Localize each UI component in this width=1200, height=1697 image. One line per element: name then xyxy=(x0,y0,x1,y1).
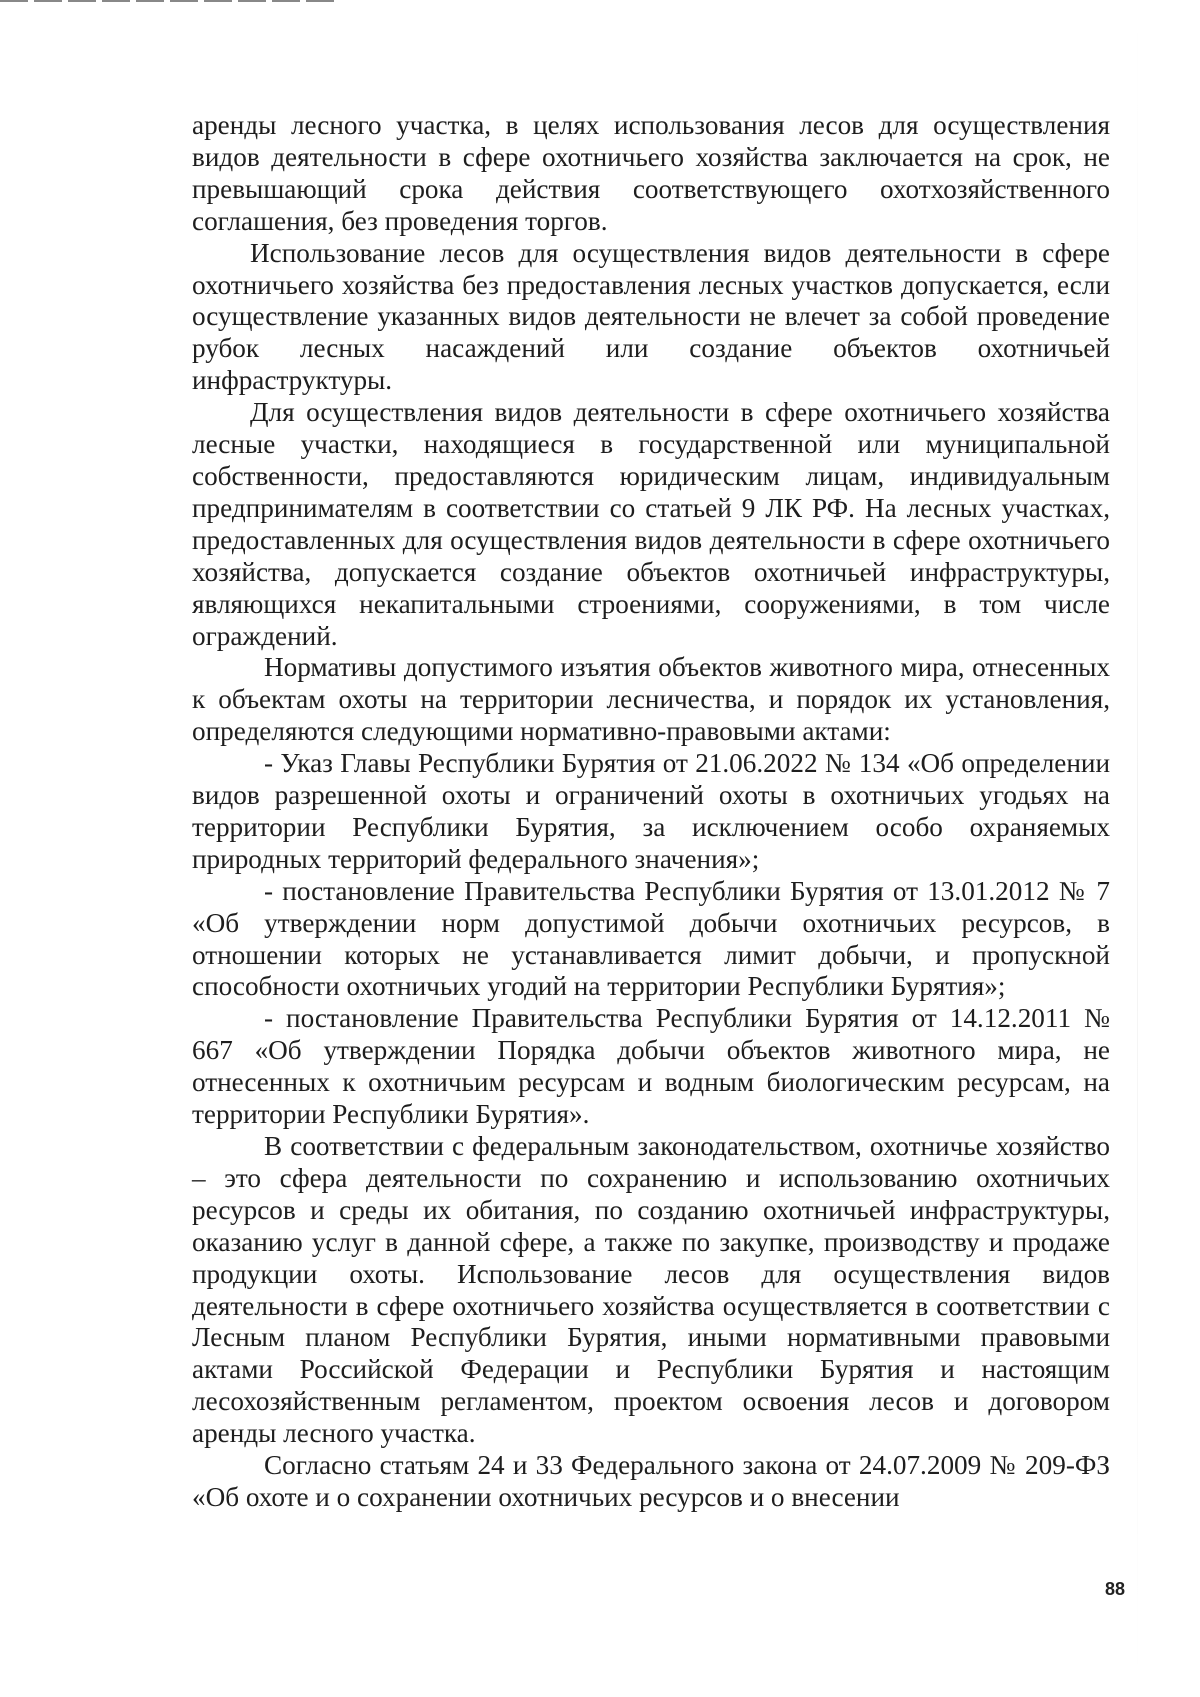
scan-edge xyxy=(1137,0,1138,1697)
list-item-decree-134: - Указ Главы Республики Бурятия от 21.06.2022 № 134 «Об определении видов разрешенной охоты и ограничений охоты в охотничьих угодьях на территории Республики Бурятия, за исключением особо охраняемых природных территорий федерального значения»; xyxy=(192,748,1110,874)
document-body xyxy=(192,110,1110,1514)
list-item-resolution-7: - постановление Правительства Республики Бурятия от 13.01.2012 № 7 «Об утверждении норм допустимой добычи охотничьих ресурсов, в отношении которых не устанавливается лимит добычи, и пропускной способности охотничьих угодий на территории Республики Бурятия»; xyxy=(192,875,1110,1002)
paragraph-forest-use-without-plots: Использование лесов для осуществления видов деятельности в сфере охотничьего хозяйства без предоставления лесных участков допускается, если осуществление указанных видов деятельности не влечет за собой проведение рубок лесных насаждений или создание объектов охотничьей инфраструктуры. xyxy=(192,237,1110,396)
list-item-resolution-667: - постановление Правительства Республики Бурятия от 14.12.2011 № 667 «Об утверждении Порядка добычи объектов животного мира, не отнесенных к охотничьим ресурсам и водным биологическим ресурсам, на территории Республики Бурятия». xyxy=(192,1003,1110,1130)
paragraph-plot-provision: Для осуществления видов деятельности в сфере охотничьего хозяйства лесные участки, находящиеся в государственной или муниципальной собственности, предоставляются юридическим лицам, индивидуальным предпринимателям в соответствии со статьей 9 ЛК РФ. На лесных участках, предоставленных для осуществления видов деятельности в сфере охотничьего хозяйства, допускается создание объектов охотничьей инфраструктуры, являющихся некапитальными строениями, сооружениями, в том числе ограждений. xyxy=(192,397,1110,651)
paragraph-harvest-norms: Нормативы допустимого изъятия объектов животного мира, отнесенных к объектам охоты на территории лесничества, и порядок их установления, определяются следующими нормативно-правовыми актами: xyxy=(192,652,1110,747)
paragraph-hunting-economy-definition: В соответствии с федеральным законодательством, охотничье хозяйство – это сфера деятельности по сохранению и использованию охотничьих ресурсов и среды их обитания, по созданию охотничьей инфраструктуры, оказанию услуг в данной сфере, а также по закупке, производству и продаже продукции охоты. Использование лесов для осуществления видов деятельности в сфере охотничьего хозяйства осуществляется в соответствии с Лесным планом Республики Бурятия, иными нормативными правовыми актами Российской Федерации и Республики Бурятия и настоящим лесохозяйственным регламентом, проектом освоения лесов и договором аренды лесного участка. xyxy=(192,1131,1110,1449)
paragraph-lease-continuation: аренды лесного участка, в целях использования лесов для осуществления видов деятельности в сфере охотничьего хозяйства заключается на срок, не превышающий срока действия соответствующего охотхозяйственного соглашения, без проведения торгов. xyxy=(192,110,1110,236)
page-number: 88 xyxy=(1105,1579,1126,1599)
top-scan-rule xyxy=(0,0,335,2)
paragraph-federal-law-209: Согласно статьям 24 и 33 Федерального закона от 24.07.2009 № 209-ФЗ «Об охоте и о сохранении охотничьих ресурсов и о внесении xyxy=(192,1450,1110,1512)
